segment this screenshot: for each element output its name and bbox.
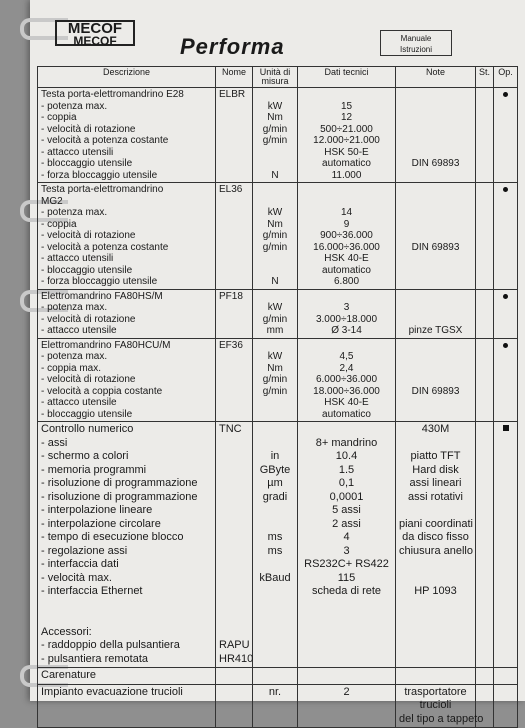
row-op (494, 88, 518, 183)
row-op (494, 668, 518, 685)
row-desc: Controllo numerico - assi - schermo a colori - memoria programmi - risoluzione di programmazione - risoluzione di programmazione - interpolazione lineare - interpolazione circolare - tempo di esecuzione blocco - regolazione assi - interfaccia dati - velocità max. - interfaccia Ethernet Accessori: - raddoppio della pulsantiera - pulsantiera remotata (38, 422, 216, 668)
table-row (38, 88, 518, 183)
col-st: St. (476, 67, 494, 88)
row-st (476, 88, 494, 183)
row-name: EF36 (216, 338, 253, 422)
table-row (38, 422, 518, 668)
bullet-icon (503, 343, 508, 348)
row-op (494, 289, 518, 338)
row-st (476, 422, 494, 668)
row-st (476, 338, 494, 422)
row-st (476, 183, 494, 290)
row-note: DIN 69893 (396, 338, 476, 422)
square-bullet-icon (503, 425, 509, 431)
bullet-icon (503, 92, 508, 97)
row-op (494, 422, 518, 668)
row-st (476, 289, 494, 338)
table-row (38, 338, 518, 422)
row-desc: Elettromandrino FA80HCU/M - potenza max. - coppia max. - velocità di rotazione - velocità a coppia costante - attacco utensile - bloccaggio utensile (38, 338, 216, 422)
table-row (38, 289, 518, 338)
table-row (38, 684, 518, 728)
row-value: 8+ mandrino 10.4 1.5 0,1 0,0001 5 assi 2 assi 4 3 RS232C+ RS422 115 scheda di rete (298, 422, 396, 668)
manual-badge: Manuale Istruzioni (380, 30, 452, 56)
table-row (38, 183, 518, 290)
row-unit: kW Nm g/min g/min (253, 338, 298, 422)
row-op (494, 338, 518, 422)
col-note: Note (396, 67, 476, 88)
row-note (396, 668, 476, 685)
row-desc: Elettromandrino FA80HS/M - potenza max. - velocità di rotazione - attacco utensile (38, 289, 216, 338)
row-desc: Impianto evacuazione trucioli (38, 684, 216, 728)
col-op: Op. (494, 67, 518, 88)
row-value: 14 9 900÷36.000 16.000÷36.000 HSK 40-E automatico 6.800 (298, 183, 396, 290)
bullet-icon (503, 294, 508, 299)
row-unit (253, 668, 298, 685)
row-desc: Testa porta-elettromandrino MG2 - potenza max. - coppia - velocità di rotazione - velocità a potenza costante - attacco utensili - bloccaggio utensile - forza bloccaggio utensile (38, 183, 216, 290)
row-note: pinze TGSX (396, 289, 476, 338)
row-name (216, 684, 253, 728)
row-st (476, 668, 494, 685)
table-row (38, 668, 518, 685)
col-descrizione: Descrizione (38, 67, 216, 88)
row-value: 4,5 2,4 6.000÷36.000 18.000÷36.000 HSK 40-E automatico (298, 338, 396, 422)
row-unit: in GByte µm gradi ms ms kBaud (253, 422, 298, 668)
row-op (494, 183, 518, 290)
row-value: 15 12 500÷21.000 12.000÷21.000 HSK 50-E automatico 11.000 (298, 88, 396, 183)
row-value: 3 3.000÷18.000 Ø 3-14 (298, 289, 396, 338)
row-name: ELBR (216, 88, 253, 183)
bullet-icon (503, 187, 508, 192)
row-unit: kW g/min mm (253, 289, 298, 338)
row-unit: kW Nm g/min g/min N (253, 183, 298, 290)
row-note: 430M piatto TFT Hard disk assi lineari assi rotativi piani coordinati da disco fisso chiusura anello HP 1093 (396, 422, 476, 668)
row-name: TNC RAPU HR410 (216, 422, 253, 668)
mecof-logo: MECOF MECOF (55, 20, 135, 46)
row-value (298, 668, 396, 685)
row-desc: Testa porta-elettromandrino E28 - potenza max. - coppia - velocità di rotazione - velocità a potenza costante - attacco utensili - bloccaggio utensile - forza bloccaggio utensile (38, 88, 216, 183)
row-op (494, 684, 518, 728)
table-header-row (38, 67, 518, 88)
row-unit: kW Nm g/min g/min N (253, 88, 298, 183)
row-note: trasportatore trucioli del tipo a tappeto (396, 684, 476, 728)
col-dati: Dati tecnici (298, 67, 396, 88)
row-desc: Carenature (38, 668, 216, 685)
row-value: 2 (298, 684, 396, 728)
spec-table (37, 66, 518, 728)
row-name (216, 668, 253, 685)
col-unita: Unità di misura (253, 67, 298, 88)
row-note: DIN 69893 (396, 88, 476, 183)
col-nome: Nome (216, 67, 253, 88)
row-note: DIN 69893 (396, 183, 476, 290)
row-name: EL36 (216, 183, 253, 290)
performa-title: Performa (180, 34, 285, 59)
row-unit: nr. (253, 684, 298, 728)
row-name: PF18 (216, 289, 253, 338)
